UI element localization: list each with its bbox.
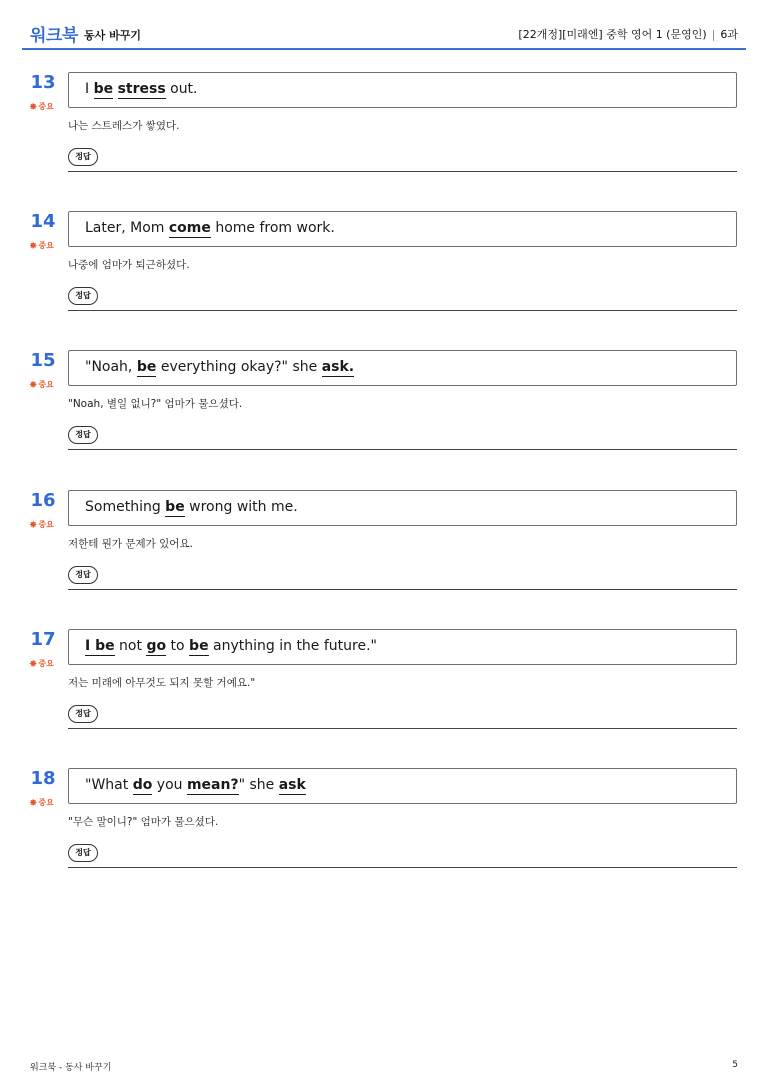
translation-text: "무슨 말이니?" 엄마가 물으셨다. [68, 816, 219, 828]
important-badge [29, 519, 54, 531]
sentence-box [68, 211, 737, 247]
sentence-text: everything okay?" she [156, 359, 322, 375]
target-verb: ask [278, 777, 306, 793]
important-badge [29, 658, 54, 670]
important-label: 중요 [38, 520, 54, 529]
divider [68, 449, 737, 450]
target-verb: do [132, 777, 153, 793]
target-verb: be [189, 638, 209, 654]
target-verb: be [165, 499, 185, 515]
sentence-text: I [85, 81, 94, 97]
exercise-item [0, 350, 768, 470]
section-subtitle: 동사 바꾸기 [84, 29, 141, 42]
sentence-text: Something [85, 499, 166, 515]
star-icon: ✸ [29, 520, 38, 531]
exercise-item [0, 768, 768, 888]
question-number: 18 [30, 768, 56, 789]
answer-button[interactable]: 정답 [68, 705, 98, 723]
target-verb: go [146, 638, 167, 654]
translation-text: 나중에 엄마가 퇴근하셨다. [68, 259, 190, 271]
answer-button[interactable]: 정답 [68, 844, 98, 862]
star-icon: ✸ [29, 798, 38, 809]
lesson-label: 6과 [720, 28, 738, 41]
important-label: 중요 [38, 241, 54, 250]
page-header [22, 0, 746, 50]
sentence-text: home from work. [210, 220, 335, 236]
page-number: 5 [732, 1060, 738, 1070]
answer-button[interactable]: 정답 [68, 426, 98, 444]
target-verb: come [168, 220, 211, 236]
important-badge [29, 797, 54, 809]
important-label: 중요 [38, 798, 54, 807]
sentence-text: Later, Mom [85, 220, 169, 236]
important-badge [29, 379, 54, 391]
divider [68, 589, 737, 590]
sentence-box [68, 629, 737, 665]
sentence-box [68, 490, 737, 526]
sentence-text [113, 81, 117, 97]
sentence-text: " she [238, 777, 279, 793]
brand-title: 워크북 [30, 26, 78, 46]
target-verb: ask. [321, 359, 355, 375]
divider [68, 171, 737, 172]
question-number: 14 [30, 211, 56, 232]
answer-button[interactable]: 정답 [68, 148, 98, 166]
important-label: 중요 [38, 659, 54, 668]
sentence-text: out. [165, 81, 198, 97]
answer-button[interactable]: 정답 [68, 566, 98, 584]
sentence-text: "What [85, 777, 133, 793]
important-label: 중요 [38, 102, 54, 111]
sentence-box [68, 768, 737, 804]
exercise-item [0, 629, 768, 749]
translation-text: 저한테 뭔가 문제가 있어요. [68, 538, 193, 550]
sentence-text: "Noah, [85, 359, 137, 375]
target-verb: mean? [186, 777, 239, 793]
sentence-text: wrong with me. [184, 499, 298, 515]
sentence-text: to [166, 638, 190, 654]
sentence-text: anything in the future." [208, 638, 377, 654]
divider [68, 867, 737, 868]
star-icon: ✸ [29, 102, 38, 113]
translation-text: 저는 미래에 아무것도 되지 못할 거예요." [68, 677, 256, 689]
sentence-text: not [114, 638, 147, 654]
footer-title: 워크북 - 동사 바꾸기 [30, 1063, 112, 1073]
question-number: 15 [30, 350, 56, 371]
star-icon: ✸ [29, 380, 38, 391]
important-label: 중요 [38, 380, 54, 389]
question-number: 16 [30, 490, 56, 511]
target-verb: be [93, 81, 114, 97]
sentence-box [68, 350, 737, 386]
translation-text: "Noah, 별일 없니?" 엄마가 물으셨다. [68, 398, 243, 410]
important-badge [29, 101, 54, 113]
divider [68, 728, 737, 729]
star-icon: ✸ [29, 659, 38, 670]
translation-text: 나는 스트레스가 쌓였다. [68, 120, 180, 132]
answer-button[interactable]: 정답 [68, 287, 98, 305]
divider [68, 310, 737, 311]
exercise-item [0, 490, 768, 610]
separator: | [711, 28, 716, 41]
exercise-item [0, 211, 768, 331]
sentence-text: you [152, 777, 187, 793]
star-icon: ✸ [29, 241, 38, 252]
target-verb: be [136, 359, 157, 375]
exercise-item [0, 72, 768, 192]
question-number: 17 [30, 629, 56, 650]
course-info [518, 26, 738, 42]
important-badge [29, 240, 54, 252]
target-verb: I be [85, 638, 115, 654]
target-verb: stress [117, 81, 166, 97]
course-title: [22개정][미래엔] 중학 영어 1 (문영인) [518, 28, 707, 41]
sentence-box [68, 72, 737, 108]
question-number: 13 [30, 72, 56, 93]
